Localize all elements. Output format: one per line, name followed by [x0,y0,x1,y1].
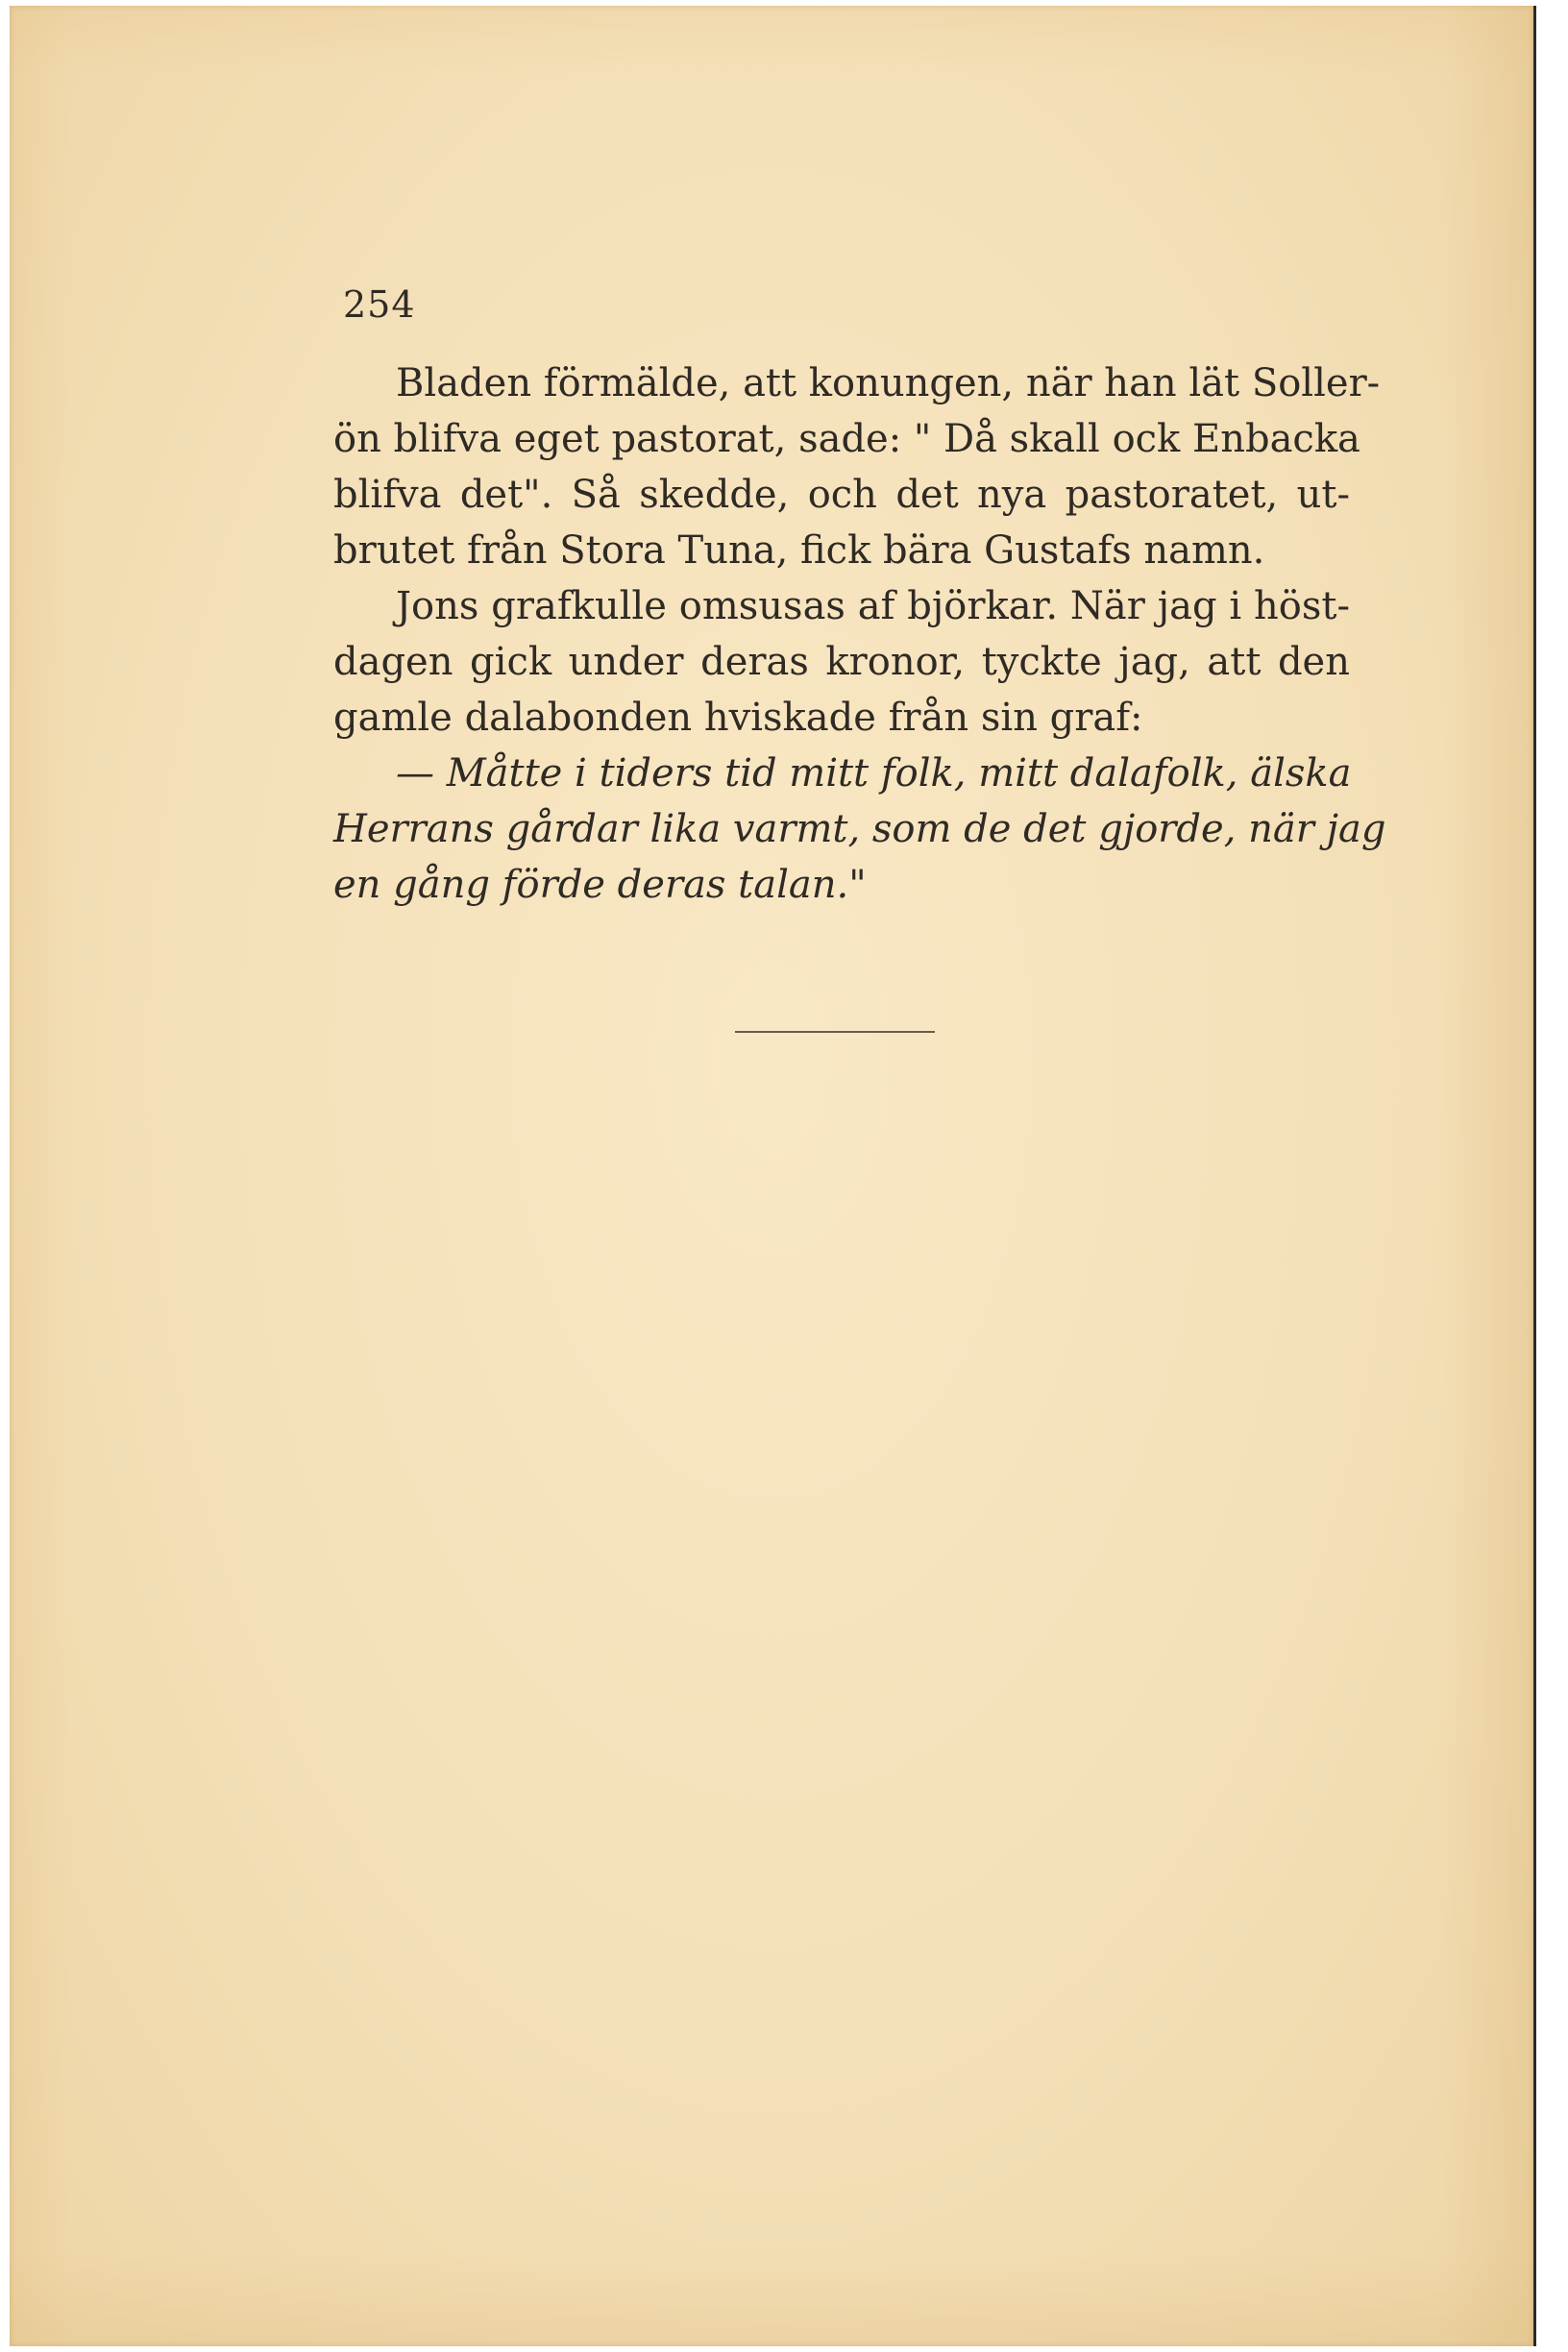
paragraph-1-line-2: ön blifva eget pastorat, sade: " Då skall ock Enbacka [333,417,1360,461]
end-rule [735,1031,935,1033]
paragraph-2-line-1: Jons grafkulle omsusas af björkar. När jag i höst- [396,584,1350,628]
paragraph-2-line-3: gamle dalabonden hviskade från sin graf: [333,696,1143,740]
paragraph-3-line-2: Herrans gårdar lika varmt, som de det gjorde, när jag [333,807,1386,851]
book-page [10,6,1536,2346]
paragraph-1-line-1: Bladen förmälde, att konungen, när han lät Soller- [396,361,1381,405]
paragraph-1-line-4 [333,523,1350,578]
paragraph-1-line-3: blifva det". Så skedde, och det nya pastoratet, ut- [333,473,1350,517]
paragraph-3-line-3: en gång förde deras talan." [333,863,867,907]
paragraph-2-line-2: dagen gick under deras kronor, tyckte jag, att den [333,640,1350,684]
body-lines [333,355,1386,913]
paragraph-3-line-1: — Måtte i tiders tid mitt folk, mitt dalafolk, älska [396,751,1352,796]
page-number: 254 [343,283,416,326]
paragraph-1-line-4-text: brutet från Stora Tuna, fick bära Gustafs namn. [333,528,1265,573]
